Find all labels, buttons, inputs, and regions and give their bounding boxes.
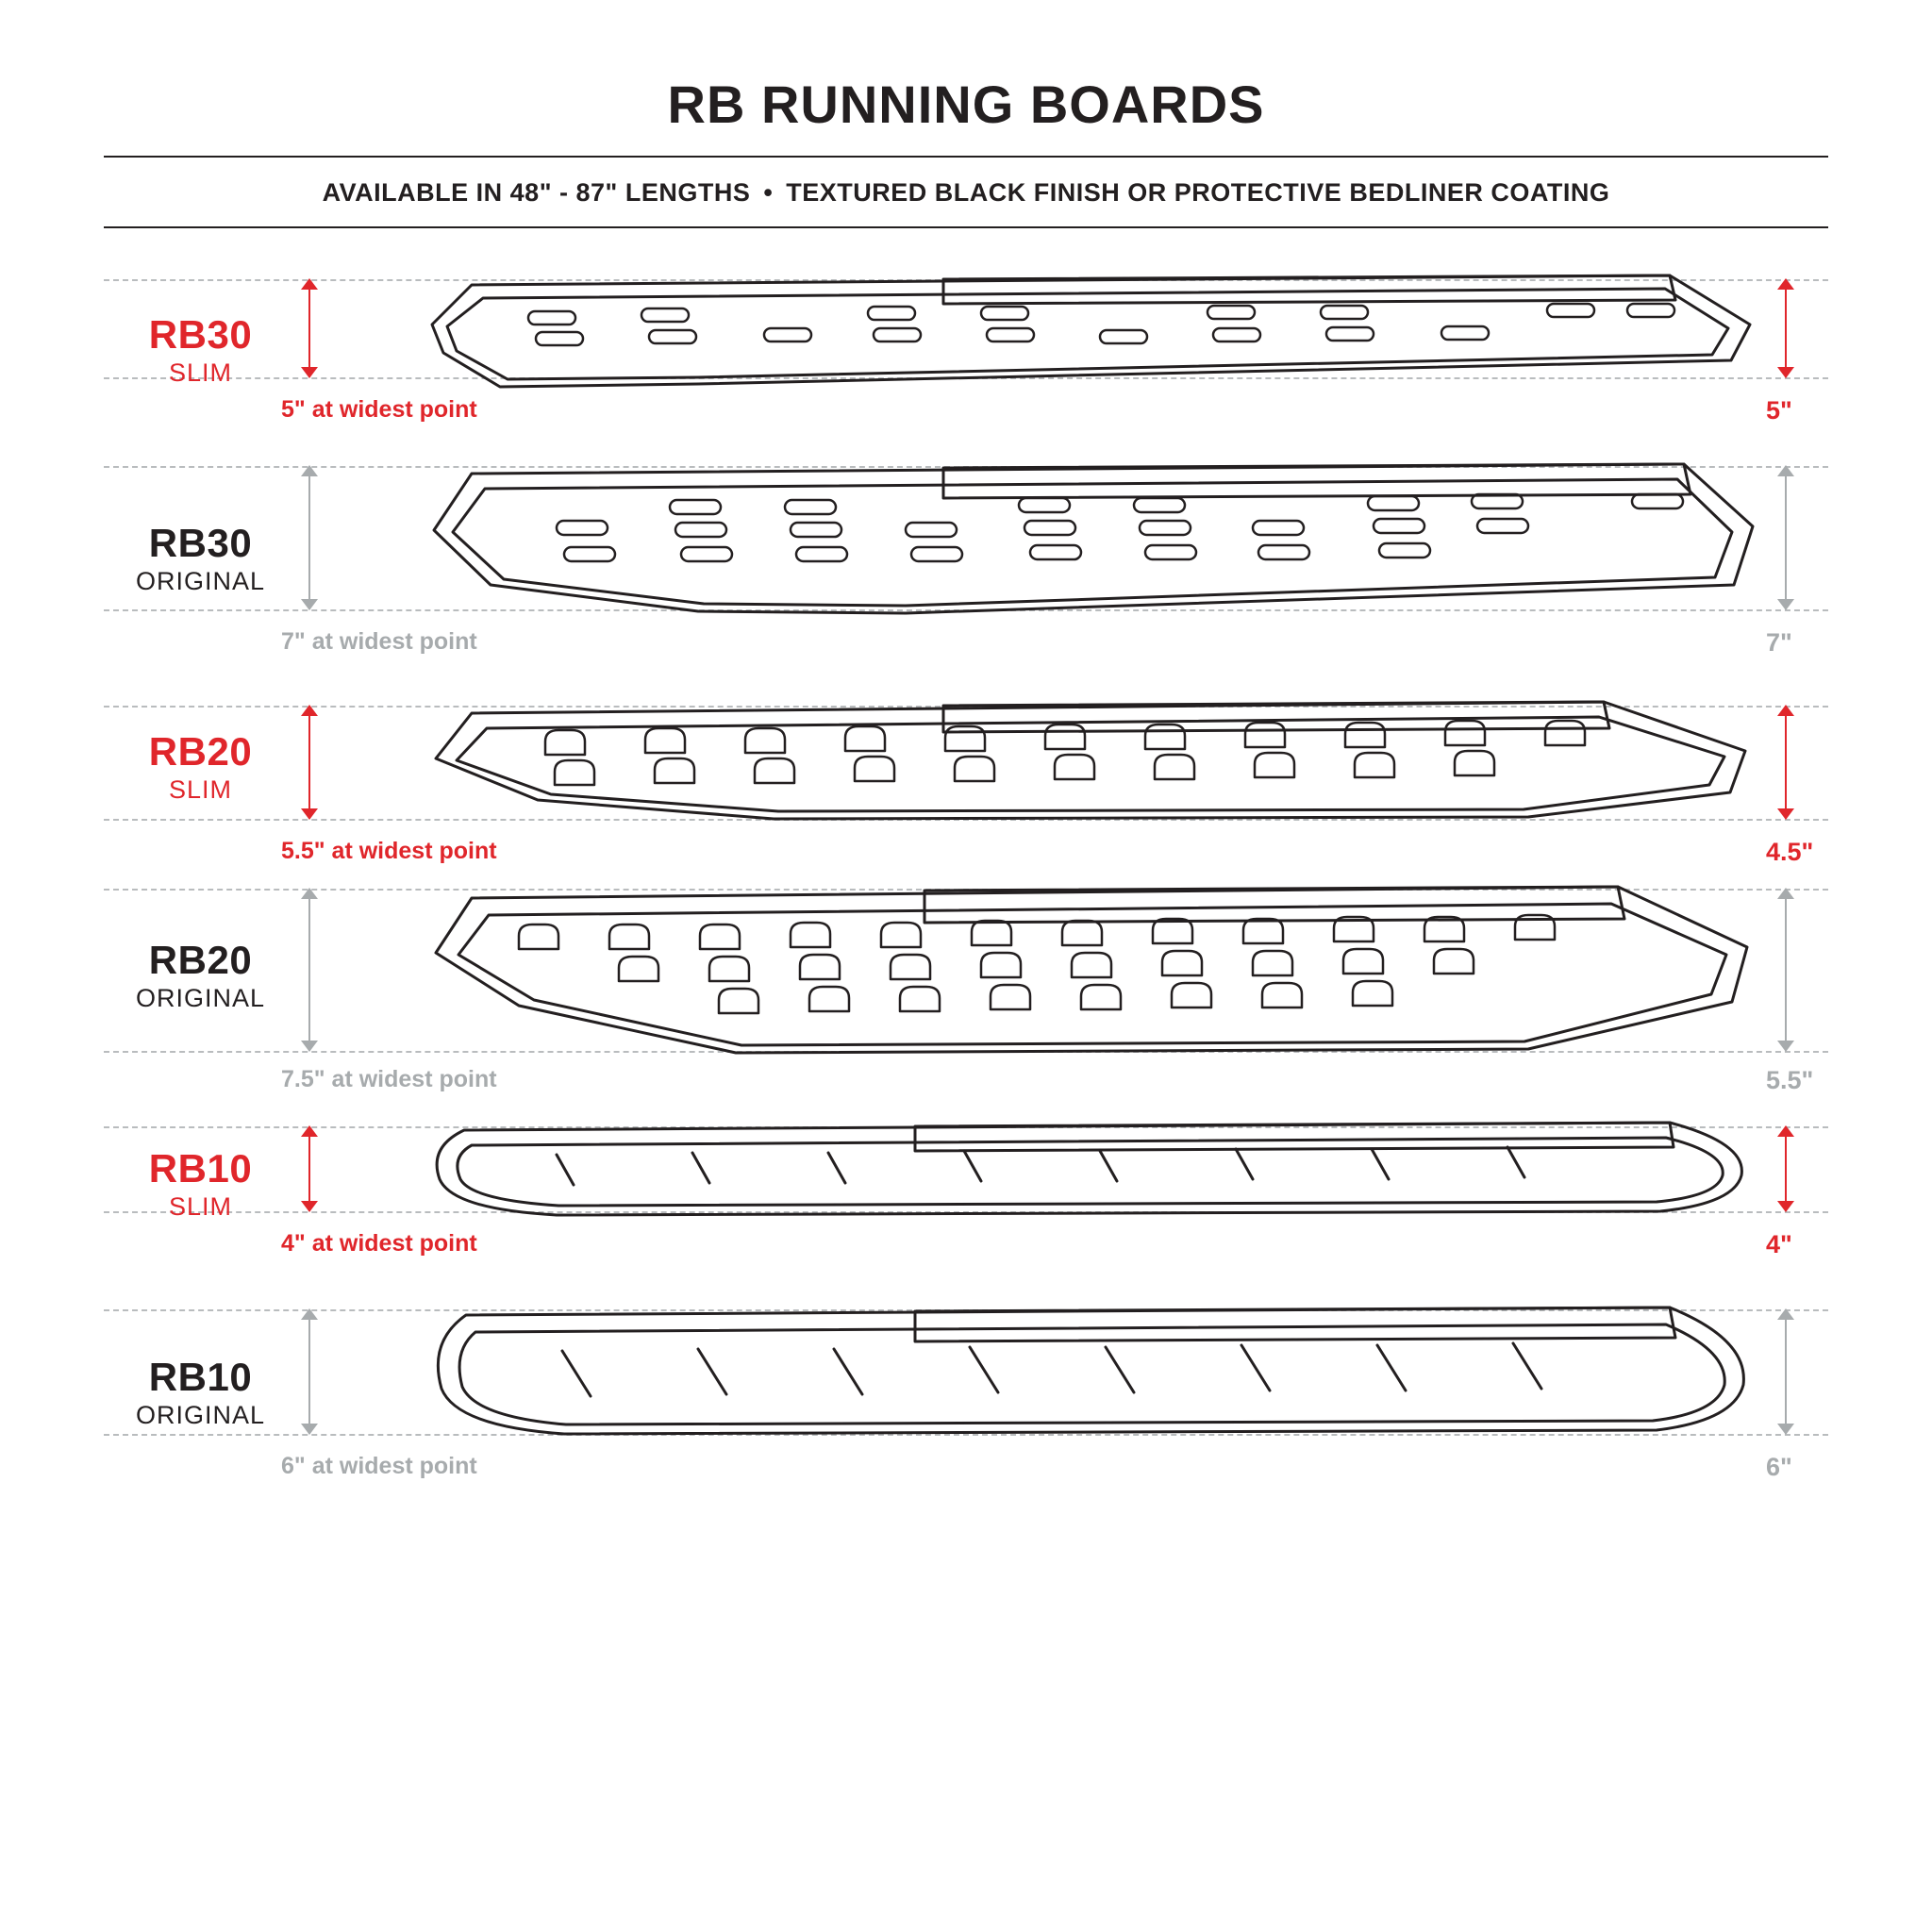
board-illustration-rb30-original xyxy=(415,453,1755,623)
product-row-rb30-original xyxy=(104,447,1828,670)
width-arrow xyxy=(297,1126,322,1211)
variant-name: SLIM xyxy=(168,358,233,387)
variant-name: ORIGINAL xyxy=(135,566,266,595)
width-caption: 7.5" at widest point xyxy=(281,1066,497,1092)
width-caption: 4" at widest point xyxy=(281,1230,477,1257)
height-arrow xyxy=(1774,706,1798,819)
width-arrow xyxy=(297,279,322,377)
board-illustration-rb10-slim xyxy=(415,1109,1755,1232)
board-illustration-rb30-slim xyxy=(415,266,1755,398)
height-value: 6" xyxy=(1766,1453,1792,1481)
subtitle-divider xyxy=(104,226,1828,228)
subtitle-left: AVAILABLE IN 48" - 87" LENGTHS xyxy=(322,178,751,207)
width-arrow xyxy=(297,1309,322,1434)
height-arrow xyxy=(1774,1309,1798,1434)
height-arrow xyxy=(1774,1126,1798,1211)
product-row-rb20-slim xyxy=(104,670,1828,864)
product-row-rb10-slim xyxy=(104,1087,1828,1281)
product-rows xyxy=(104,253,1828,1504)
model-name: RB30 xyxy=(148,311,253,357)
row-label-rb30-slim xyxy=(113,311,288,387)
model-name: RB10 xyxy=(148,1145,253,1191)
board-illustration-rb10-original xyxy=(415,1292,1755,1453)
height-value: 5.5" xyxy=(1766,1066,1814,1094)
height-value: 4.5" xyxy=(1766,838,1814,866)
row-label-rb20-original xyxy=(113,937,288,1012)
variant-name: ORIGINAL xyxy=(135,983,266,1012)
model-name: RB30 xyxy=(148,520,253,565)
variant-name: SLIM xyxy=(168,774,233,804)
model-name: RB20 xyxy=(148,728,253,774)
model-name: RB10 xyxy=(148,1354,253,1399)
variant-name: SLIM xyxy=(168,1191,233,1221)
height-arrow xyxy=(1774,889,1798,1051)
subtitle-separator: • xyxy=(763,178,774,207)
width-caption: 6" at widest point xyxy=(281,1453,477,1479)
height-arrow xyxy=(1774,279,1798,377)
board-illustration-rb20-original xyxy=(415,874,1755,1062)
model-name: RB20 xyxy=(148,937,253,982)
width-arrow xyxy=(297,889,322,1051)
page-subtitle xyxy=(104,158,1828,208)
height-value: 5" xyxy=(1766,396,1792,425)
subtitle-right: TEXTURED BLACK FINISH OR PROTECTIVE BEDLINER COATING xyxy=(786,178,1610,207)
width-arrow xyxy=(297,706,322,819)
width-caption: 5.5" at widest point xyxy=(281,838,497,864)
product-row-rb10-original xyxy=(104,1281,1828,1504)
board-illustration-rb20-slim xyxy=(415,691,1755,832)
width-caption: 7" at widest point xyxy=(281,628,477,655)
width-arrow xyxy=(297,466,322,609)
row-label-rb10-original xyxy=(113,1354,288,1429)
height-value: 4" xyxy=(1766,1230,1792,1258)
page-title: RB RUNNING BOARDS xyxy=(667,75,1265,134)
product-row-rb30-slim xyxy=(104,253,1828,447)
height-arrow xyxy=(1774,466,1798,609)
row-label-rb10-slim xyxy=(113,1145,288,1221)
width-caption: 5" at widest point xyxy=(281,396,477,423)
variant-name: ORIGINAL xyxy=(135,1400,266,1429)
product-row-rb20-original xyxy=(104,864,1828,1094)
height-value: 7" xyxy=(1766,628,1792,657)
row-label-rb20-slim xyxy=(113,728,288,804)
row-label-rb30-original xyxy=(113,520,288,595)
